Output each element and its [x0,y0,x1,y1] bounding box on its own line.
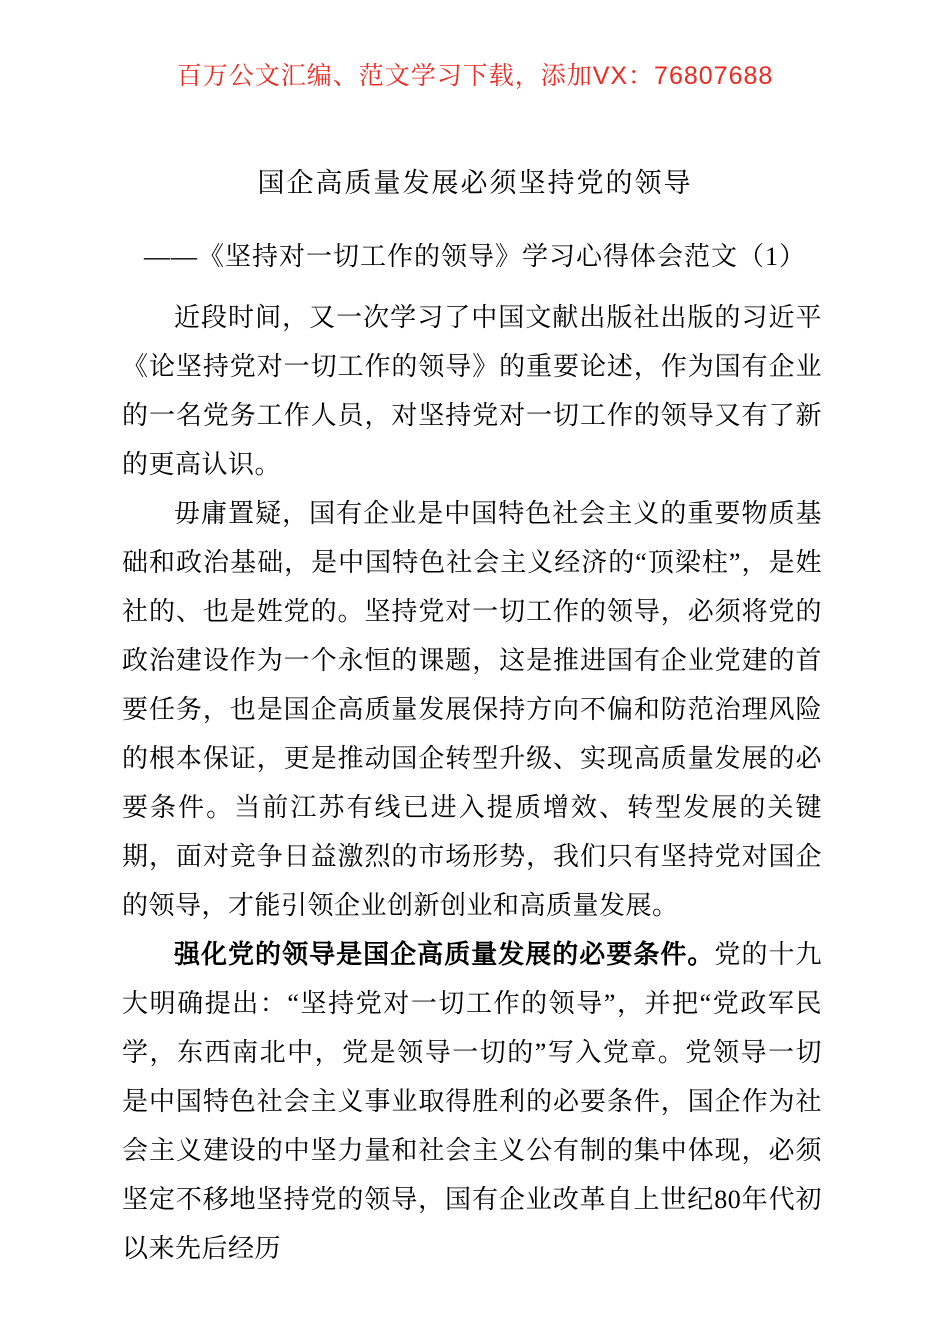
document-subtitle: ——《坚持对一切工作的领导》学习心得体会范文（1） [143,242,806,271]
body-paragraph-1: 近段时间，又一次学习了中国文献出版社出版的习近平《论坚持党对一切工作的领导》的重要论述，作为国有企业的一名党务工作人员，对坚持党对一切工作的领导又有了新的更高认识。 [122,303,822,479]
promo-notice-text: 百万公文汇编、范文学习下载，添加VX：76807688 [176,62,774,90]
document-body [122,293,822,1273]
paragraph-3-bold-lead: 强化党的领导是国企高质量发展的必要条件。 [174,940,715,969]
body-paragraph-3 [122,930,822,1273]
paragraph-3-rest: 党的十九大明确提出：“坚持党对一切工作的领导”，并把“党政军民学，东西南北中，党是领导一切的”写入党章。党领导一切是中国特色社会主义事业取得胜利的必要条件，国企作为社会主义建设的中坚力量和社会主义公有制的集中体现，必须坚定不移地坚持党的领导，国有企业改革自上世纪80年代初以来先后经历 [122,940,822,1263]
body-paragraph-2: 毋庸置疑，国有企业是中国特色社会主义的重要物质基础和政治基础，是中国特色社会主义经济的“顶梁柱”，是姓社的、也是姓党的。坚持党对一切工作的领导，必须将党的政治建设作为一个永恒的课题，这是推进国有企业党建的首要任务，也是国企高质量发展保持方向不偏和防范治理风险的根本保证，更是推动国企转型升级、实现高质量发展的必要条件。当前江苏有线已进入提质增效、转型发展的关键期，面对竞争日益激烈的市场形势，我们只有坚持党对国企的领导，才能引领企业创新创业和高质量发展。 [122,499,822,920]
document-title: 国企高质量发展必须坚持党的领导 [257,168,693,198]
